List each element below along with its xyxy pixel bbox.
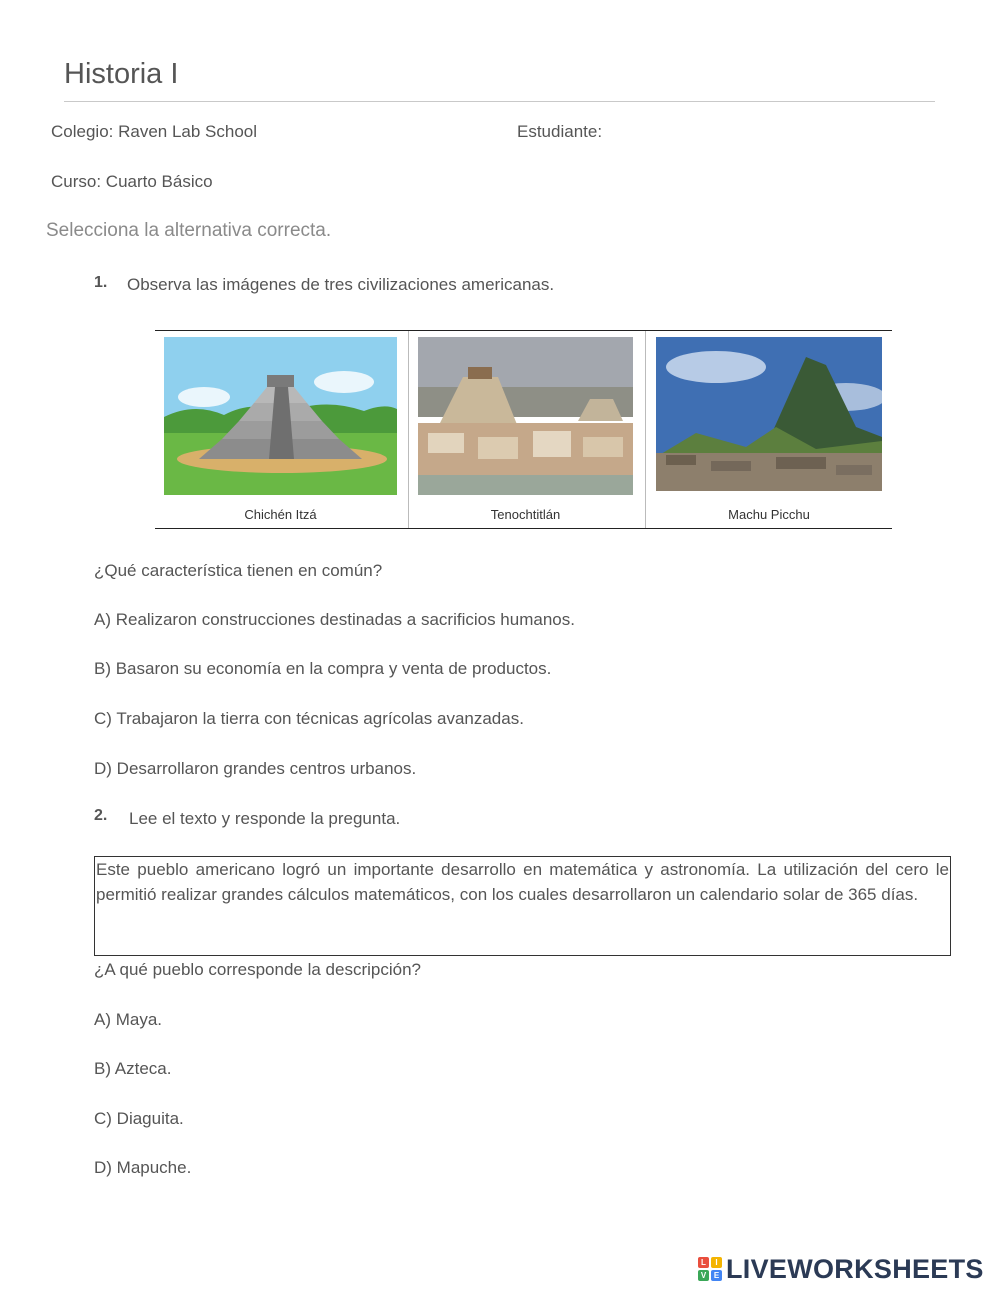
title-divider <box>64 101 935 102</box>
logo-tile: E <box>711 1270 722 1281</box>
figure-divider <box>408 331 409 528</box>
question-1-prompt: Observa las imágenes de tres civilizaciones americanas. <box>127 275 555 294</box>
caption-tenochtitlan: Tenochtitlán <box>490 507 561 522</box>
question-2-option-c[interactable]: C) Diaguita. <box>94 1109 184 1128</box>
question-2-prompt: Lee el texto y responde la pregunta. <box>129 809 401 828</box>
logo-tile: I <box>711 1257 722 1268</box>
reading-passage: Este pueblo americano logró un importante desarrollo en matemática y astronomía. La utilización del cero le permitió realizar grandes cálculos matemáticos, con los cuales desarrollaron un calendario solar de 365 días. <box>94 856 951 956</box>
question-2-number: 2. <box>94 807 108 824</box>
caption-chichen-itza: Chichén Itzá <box>244 507 317 522</box>
question-1-option-d[interactable]: D) Desarrollaron grandes centros urbanos. <box>94 759 417 778</box>
question-2-option-b[interactable]: B) Azteca. <box>94 1059 172 1078</box>
mountain-ruins-image <box>656 337 882 491</box>
logo-tile: L <box>698 1257 709 1268</box>
question-1-option-c[interactable]: C) Trabajaron la tierra con técnicas agrícolas avanzadas. <box>94 709 524 728</box>
figure-divider <box>645 331 646 528</box>
question-1-number: 1. <box>94 274 108 291</box>
city-image <box>418 337 633 495</box>
student-label: Estudiante: <box>517 122 603 141</box>
logo-tile: V <box>698 1270 709 1281</box>
school-label: Colegio: Raven Lab School <box>51 122 258 141</box>
question-2-option-d[interactable]: D) Mapuche. <box>94 1158 192 1177</box>
liveworksheets-logo <box>698 1254 984 1284</box>
civilizations-figure <box>155 330 892 529</box>
logo-text: LIVEWORKSHEETS <box>726 1253 984 1284</box>
page-title: Historia I <box>64 58 179 90</box>
question-2-option-a[interactable]: A) Maya. <box>94 1010 163 1029</box>
caption-machu-picchu: Machu Picchu <box>728 507 810 522</box>
instruction-text: Selecciona la alternativa correcta. <box>46 220 332 241</box>
question-1-option-a[interactable]: A) Realizaron construcciones destinadas a sacrificios humanos. <box>94 610 575 629</box>
logo-tiles-icon <box>698 1257 722 1281</box>
question-1-option-b[interactable]: B) Basaron su economía en la compra y venta de productos. <box>94 659 552 678</box>
course-label: Curso: Cuarto Básico <box>51 172 213 191</box>
question-1-text: ¿Qué característica tienen en común? <box>94 561 383 580</box>
question-2-text: ¿A qué pueblo corresponde la descripción? <box>94 960 421 979</box>
pyramid-image <box>164 337 397 495</box>
